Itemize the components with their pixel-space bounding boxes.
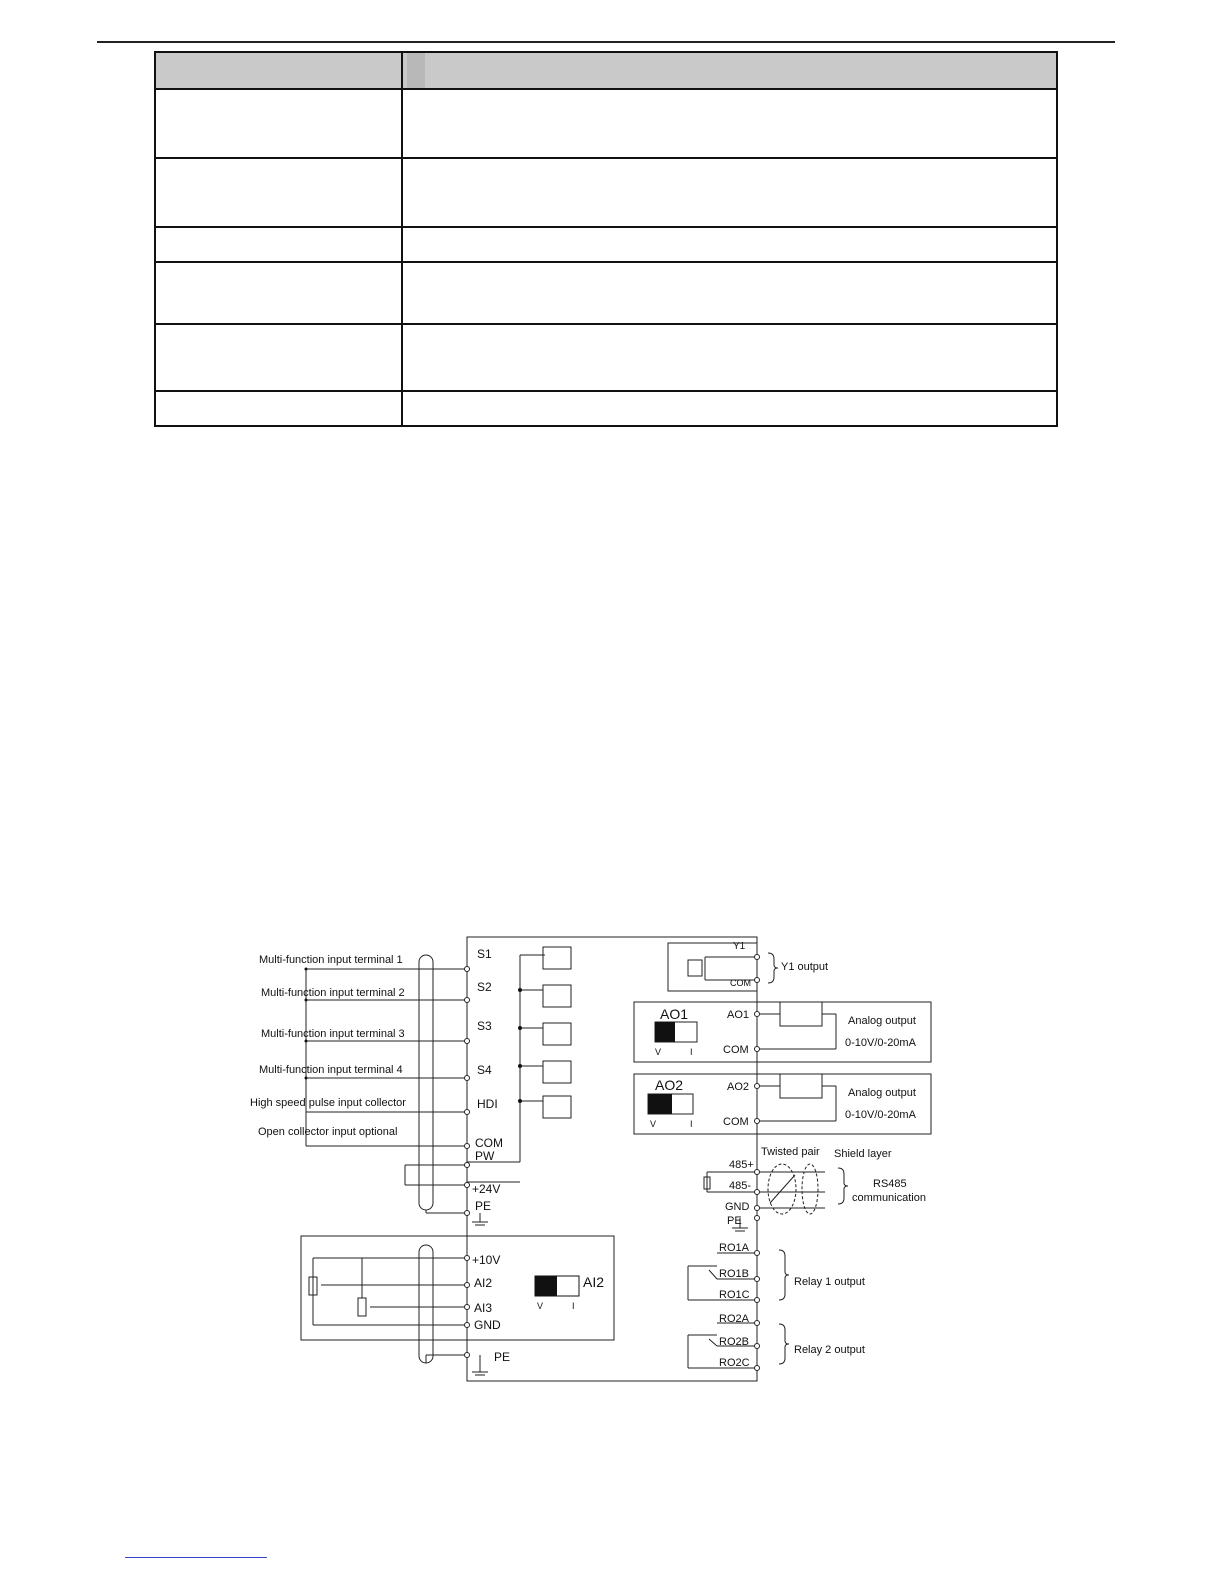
- y1-com: COM: [730, 978, 751, 988]
- terminal-hdi: HDI: [477, 1097, 498, 1111]
- terminal-pe1: PE: [475, 1199, 492, 1213]
- ao2-range: 0-10V/0-20mA: [845, 1109, 916, 1121]
- rs485-label: RS485: [873, 1178, 907, 1190]
- input-label-2: Multi-function input terminal 2: [261, 987, 405, 999]
- terminal-ro2c: RO2C: [719, 1357, 750, 1369]
- twisted-pair-label: Twisted pair: [761, 1146, 820, 1158]
- terminal-ro2a: RO2A: [719, 1313, 749, 1325]
- shield-layer-label: Shield layer: [834, 1148, 892, 1160]
- terminal-pw: PW: [475, 1149, 495, 1163]
- terminal-ro1b: RO1B: [719, 1268, 749, 1280]
- terminal-485-gnd: GND: [725, 1201, 750, 1213]
- y1-output-label: Y1 output: [781, 961, 829, 973]
- switch-ai2-v: V: [537, 1301, 544, 1311]
- switch-ai2-i: I: [572, 1301, 575, 1311]
- terminal-ai2: AI2: [474, 1276, 493, 1290]
- terminal-s4: S4: [477, 1063, 492, 1077]
- terminal-pe2: PE: [494, 1350, 511, 1364]
- ao1-range: 0-10V/0-20mA: [845, 1037, 916, 1049]
- terminal-ro1c: RO1C: [719, 1289, 750, 1301]
- terminal-ro1a: RO1A: [719, 1242, 749, 1254]
- relay1-label: Relay 1 output: [794, 1276, 865, 1288]
- terminal-10v: +10V: [472, 1253, 501, 1267]
- input-label-3: Multi-function input terminal 3: [261, 1028, 405, 1040]
- ao2-com: COM: [723, 1116, 749, 1128]
- terminal-485p: 485+: [729, 1159, 754, 1171]
- terminal-s1: S1: [477, 947, 492, 961]
- terminal-com: COM: [475, 1136, 503, 1150]
- input-label-4: Multi-function input terminal 4: [259, 1064, 403, 1076]
- ao2-label: Analog output: [848, 1087, 916, 1099]
- terminal-24v: +24V: [472, 1182, 501, 1196]
- terminal-485n: 485-: [729, 1180, 752, 1192]
- ao1-com: COM: [723, 1044, 749, 1056]
- relay2-label: Relay 2 output: [794, 1344, 865, 1356]
- ao1-label: Analog output: [848, 1015, 916, 1027]
- y1-terminal: Y1: [733, 941, 746, 952]
- input-label-1: Multi-function input terminal 1: [259, 954, 403, 966]
- rs485-communication-label: communication: [852, 1192, 926, 1204]
- inverter-box: [467, 937, 757, 1381]
- footer-link-underline[interactable]: [125, 1557, 267, 1558]
- input-label-oc: Open collector input optional: [258, 1126, 398, 1138]
- ao2-v: V: [650, 1119, 657, 1129]
- terminal-485-pe: PE: [727, 1215, 742, 1227]
- terminal-gnd: GND: [474, 1318, 501, 1332]
- ao2-terminal: AO2: [727, 1081, 750, 1093]
- terminal-ai3: AI3: [474, 1301, 493, 1315]
- ao1-terminal: AO1: [727, 1009, 750, 1021]
- ao1-title: AO1: [660, 1006, 689, 1022]
- terminal-s3: S3: [477, 1019, 492, 1033]
- switch-ai2-title: AI2: [583, 1274, 605, 1290]
- ao1-i: I: [690, 1047, 693, 1057]
- terminal-ro2b: RO2B: [719, 1336, 749, 1348]
- input-label-hdi: High speed pulse input collector: [250, 1097, 406, 1109]
- ao2-title: AO2: [655, 1077, 684, 1093]
- ao1-v: V: [655, 1047, 662, 1057]
- terminal-s2: S2: [477, 980, 492, 994]
- ao2-i: I: [690, 1119, 693, 1129]
